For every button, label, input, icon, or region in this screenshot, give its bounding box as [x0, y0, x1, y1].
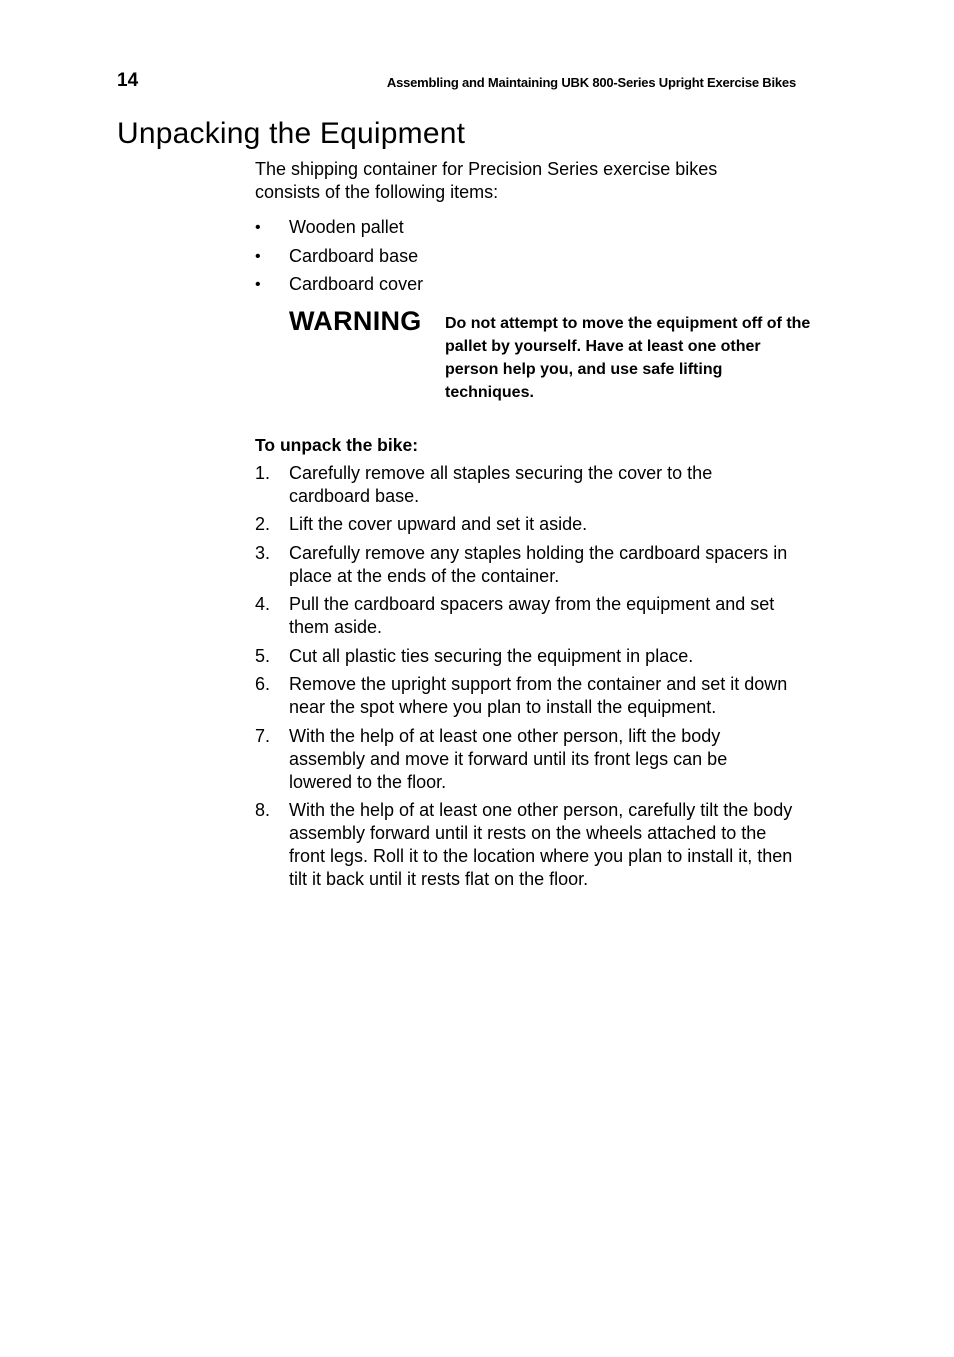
bullet-icon: • [255, 276, 261, 293]
warning-callout [255, 304, 815, 404]
step-number: 3. [255, 542, 271, 563]
step-number: 4. [255, 594, 271, 614]
step-text: Carefully remove all staples securing the cover to the cardboard base. [289, 462, 713, 506]
step-text: Pull the cardboard spacers away from the equipment and set them aside. [289, 594, 775, 637]
step-text: With the help of at least one other person, carefully tilt the body assembly forward until it rests on the wheels attached to the front legs. Roll it to the location where you plan to install it, then tilt it back until it rests flat on the floor. [289, 800, 793, 889]
bullet-icon: • [255, 247, 261, 265]
section-body [255, 158, 815, 897]
steps-list [255, 462, 815, 892]
list-item-text: Cardboard cover [289, 274, 424, 294]
intro-paragraph: The shipping container for Precision Series exercise bikes consists of the following items: [255, 159, 718, 202]
procedure-heading: To unpack the bike: [255, 434, 419, 455]
page-number: 14 [117, 70, 139, 91]
step-item [255, 799, 815, 891]
section-title: Unpacking the Equipment [117, 117, 466, 150]
step-number: 8. [255, 800, 271, 820]
step-number: 6. [255, 674, 271, 694]
step-item [255, 645, 815, 668]
step-text: Cut all plastic ties securing the equipment in place. [289, 645, 694, 666]
warning-text: Do not attempt to move the equipment off of the pallet by yourself. Have at least one other person help you, and use safe lifting techniques. [445, 314, 811, 401]
list-item-text: Cardboard base [289, 245, 419, 266]
step-number: 5. [255, 645, 271, 666]
step-text: Lift the cover upward and set it aside. [289, 514, 588, 534]
bullet-icon: • [255, 219, 261, 236]
list-item [255, 245, 815, 274]
step-number: 1. [255, 462, 271, 483]
step-item [255, 513, 815, 536]
step-item [255, 673, 815, 719]
step-text: Carefully remove any staples holding the cardboard spacers in place at the ends of the container. [289, 542, 788, 586]
step-item [255, 542, 815, 588]
list-item [255, 273, 815, 302]
step-text: With the help of at least one other person, lift the body assembly and move it forward until its front legs can be lowered to the floor. [289, 725, 728, 792]
step-text: Remove the upright support from the container and set it down near the spot where you plan to install the equipment. [289, 674, 788, 717]
running-header: Assembling and Maintaining UBK 800-Series Upright Exercise Bikes [386, 75, 796, 90]
warning-label: WARNING [289, 305, 422, 336]
step-number: 2. [255, 514, 271, 534]
step-item [255, 462, 815, 508]
contents-list [255, 216, 815, 302]
list-item [255, 216, 815, 245]
list-item-text: Wooden pallet [289, 217, 404, 237]
step-number: 7. [255, 725, 271, 746]
step-item [255, 593, 815, 639]
step-item [255, 725, 815, 794]
